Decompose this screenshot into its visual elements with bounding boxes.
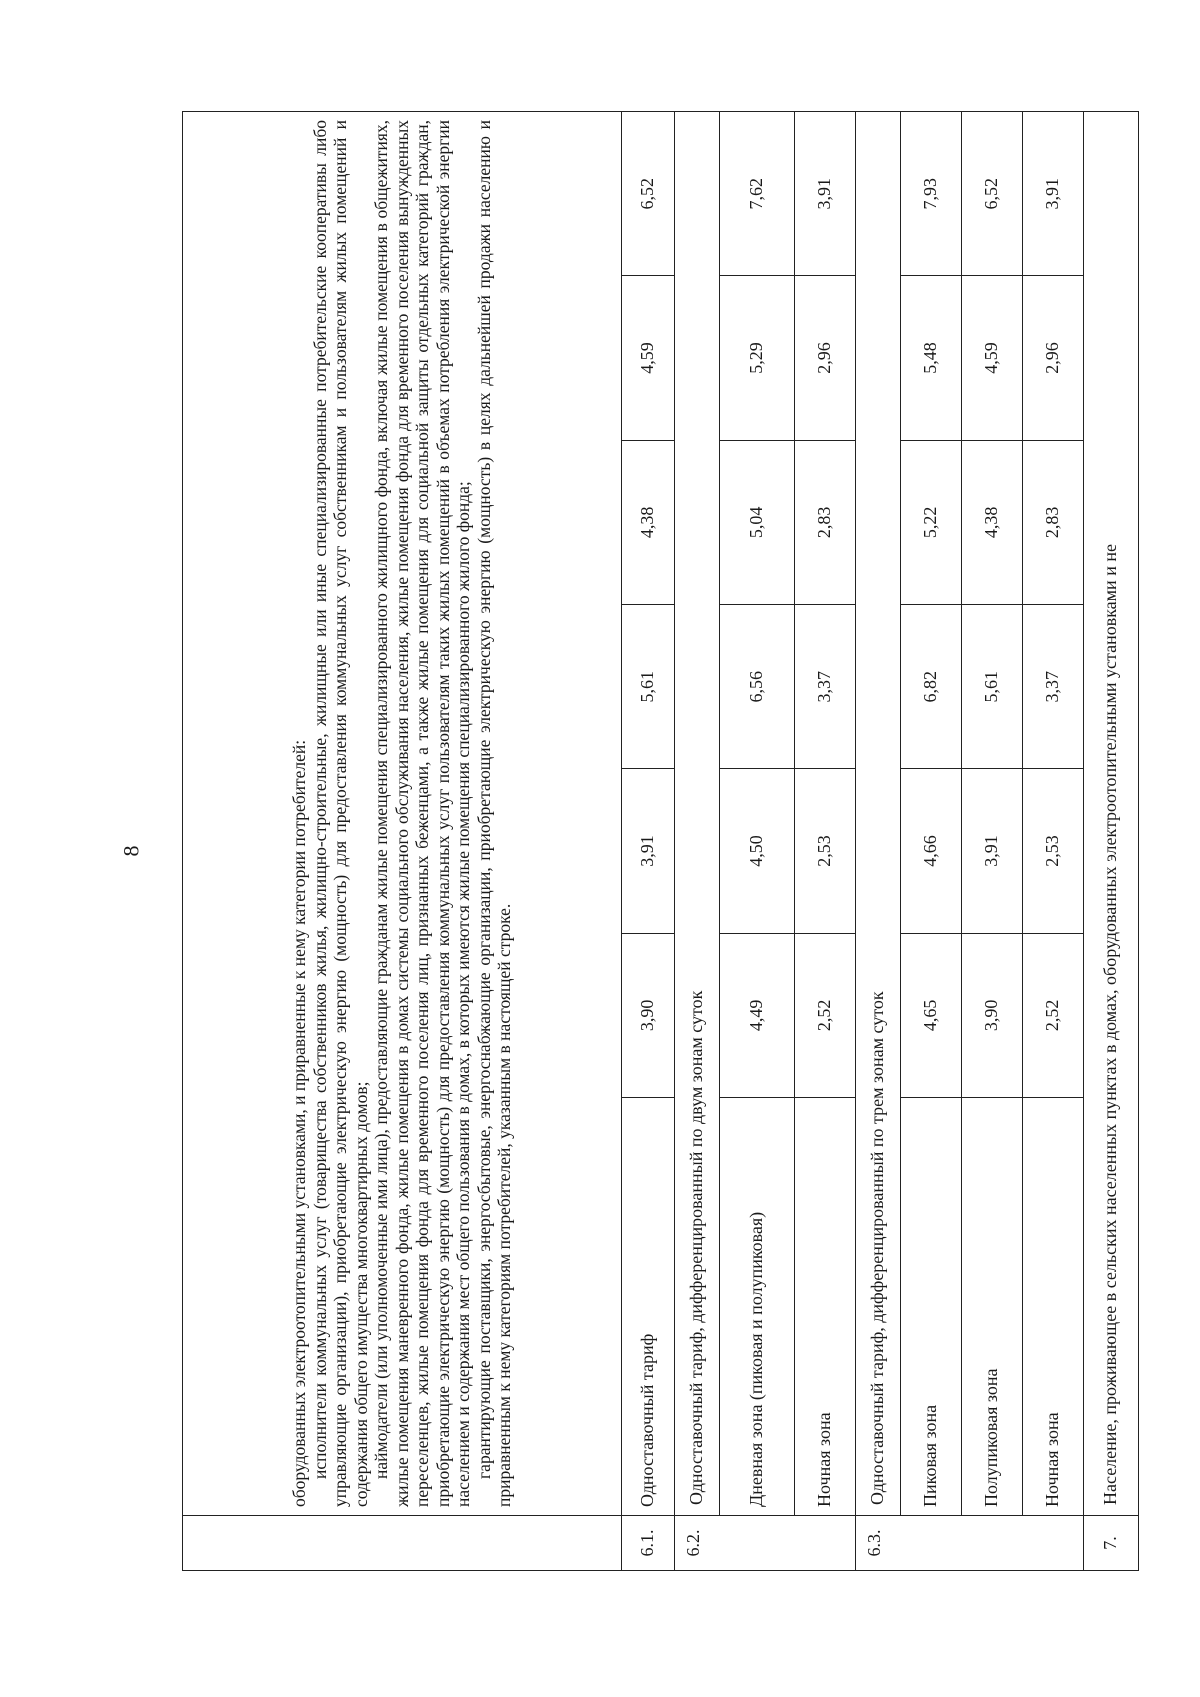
- table-row: [795, 112, 856, 1571]
- value-cell: 2,96: [1023, 276, 1084, 440]
- value-cell: 2,96: [795, 276, 856, 440]
- table-row-section-header: [856, 112, 901, 1571]
- table-row-intro: [183, 112, 622, 1571]
- intro-text-cell: [183, 112, 622, 1516]
- intro-paragraph: оборудованных электроотопительными установками, и приравненные к нему категории потребителей:: [289, 739, 310, 1507]
- value-cell: 7,62: [720, 112, 795, 276]
- value-cell: 2,52: [795, 933, 856, 1097]
- value-cell: 2,53: [795, 769, 856, 933]
- value-cell: 3,37: [1023, 605, 1084, 769]
- value-cell: 6,52: [962, 112, 1023, 276]
- row-number: 7.: [1084, 1516, 1139, 1571]
- value-cell: 4,38: [962, 440, 1023, 604]
- tariff-table: [182, 111, 1139, 1571]
- intro-paragraph: исполнители коммунальных услуг (товарищества собственников жилья, жилищно-строительные, жилищные или иные специализированные потребительские кооперативы либо управляющие организации), приобретающие электрическую энергию (мощность) для предоставления коммунальных услуг собственникам и пользователям жилых помещений и содержания общего имущества многоквартирных домов;: [309, 120, 371, 1507]
- row-label: Одноставочный тариф: [622, 1098, 675, 1516]
- row-number: 6.1.: [622, 1516, 675, 1571]
- value-cell: 4,59: [962, 276, 1023, 440]
- value-cell: 2,83: [1023, 440, 1084, 604]
- value-cell: 5,48: [901, 276, 962, 440]
- value-cell: 5,29: [720, 276, 795, 440]
- section-header: Одноставочный тариф, дифференцированный по двум зонам суток: [675, 112, 720, 1516]
- value-cell: 3,91: [795, 112, 856, 276]
- row-label: Ночная зона: [795, 1098, 856, 1516]
- table-row: [1023, 112, 1084, 1571]
- intro-paragraph: наймодатели (или уполномоченные ими лица), предоставляющие гражданам жилые помещения специализированного жилищного фонда, включая жилые помещения в общежитиях, жилые помещения маневренного фонда, жилые помещения в домах системы социального обслуживания населения, жилые помещения фонда для временного поселения вынужденных переселенцев, жилые помещения фонда для временного поселения лиц, признанных беженцами, а также жилые помещения для социальной защиты отдельных категорий граждан, приобретающие электрическую энергию (мощность) для предоставления коммунальных услуг пользователям таких жилых помещений в объемах потребления электрической энергии населением и содержания мест общего пользования в домах, в которых имеются жилые помещения специализированного жилого фонда;: [371, 120, 474, 1507]
- row-label: Полупиковая зона: [962, 1098, 1023, 1516]
- value-cell: 5,61: [962, 605, 1023, 769]
- row-text: Население, проживающее в сельских населенных пунктах в домах, оборудованных электроотопительными установками и не: [1084, 112, 1139, 1516]
- value-cell: 7,93: [901, 112, 962, 276]
- value-cell: 4,49: [720, 933, 795, 1097]
- value-cell: 4,59: [622, 276, 675, 440]
- rotated-page-content: [182, 111, 1121, 1571]
- table-row-section-header: [675, 112, 720, 1571]
- table-row: [1084, 112, 1139, 1571]
- value-cell: 4,66: [901, 769, 962, 933]
- value-cell: 2,53: [1023, 769, 1084, 933]
- value-cell: 4,65: [901, 933, 962, 1097]
- row-label: Ночная зона: [1023, 1098, 1084, 1516]
- value-cell: 4,38: [622, 440, 675, 604]
- value-cell: 6,82: [901, 605, 962, 769]
- section-header: Одноставочный тариф, дифференцированный по трем зонам суток: [856, 112, 901, 1516]
- value-cell: 2,83: [795, 440, 856, 604]
- table-row: [622, 112, 675, 1571]
- table-row: [901, 112, 962, 1571]
- value-cell: 3,91: [962, 769, 1023, 933]
- value-cell: 3,37: [795, 605, 856, 769]
- value-cell: 3,91: [622, 769, 675, 933]
- row-label: Пиковая зона: [901, 1098, 962, 1516]
- table-row: [962, 112, 1023, 1571]
- table-row: [720, 112, 795, 1571]
- intro-paragraph: гарантирующие поставщики, энергосбытовые, энергоснабжающие организации, приобретающие электрическую энергию (мощность) в целях дальнейшей продажи населению и приравненным к нему категориям потребителей, указанным в настоящей строке.: [473, 120, 515, 1507]
- value-cell: 5,04: [720, 440, 795, 604]
- row-label: Дневная зона (пиковая и полупиковая): [720, 1098, 795, 1516]
- value-cell: 6,52: [622, 112, 675, 276]
- value-cell: 3,90: [962, 933, 1023, 1097]
- value-cell: 5,22: [901, 440, 962, 604]
- intro-num-cell: [183, 1516, 622, 1571]
- row-number: 6.2.: [675, 1516, 856, 1571]
- value-cell: 3,90: [622, 933, 675, 1097]
- row-number: 6.3.: [856, 1516, 1084, 1571]
- page-number: 8: [118, 845, 144, 857]
- value-cell: 2,52: [1023, 933, 1084, 1097]
- value-cell: 6,56: [720, 605, 795, 769]
- value-cell: 5,61: [622, 605, 675, 769]
- value-cell: 4,50: [720, 769, 795, 933]
- value-cell: 3,91: [1023, 112, 1084, 276]
